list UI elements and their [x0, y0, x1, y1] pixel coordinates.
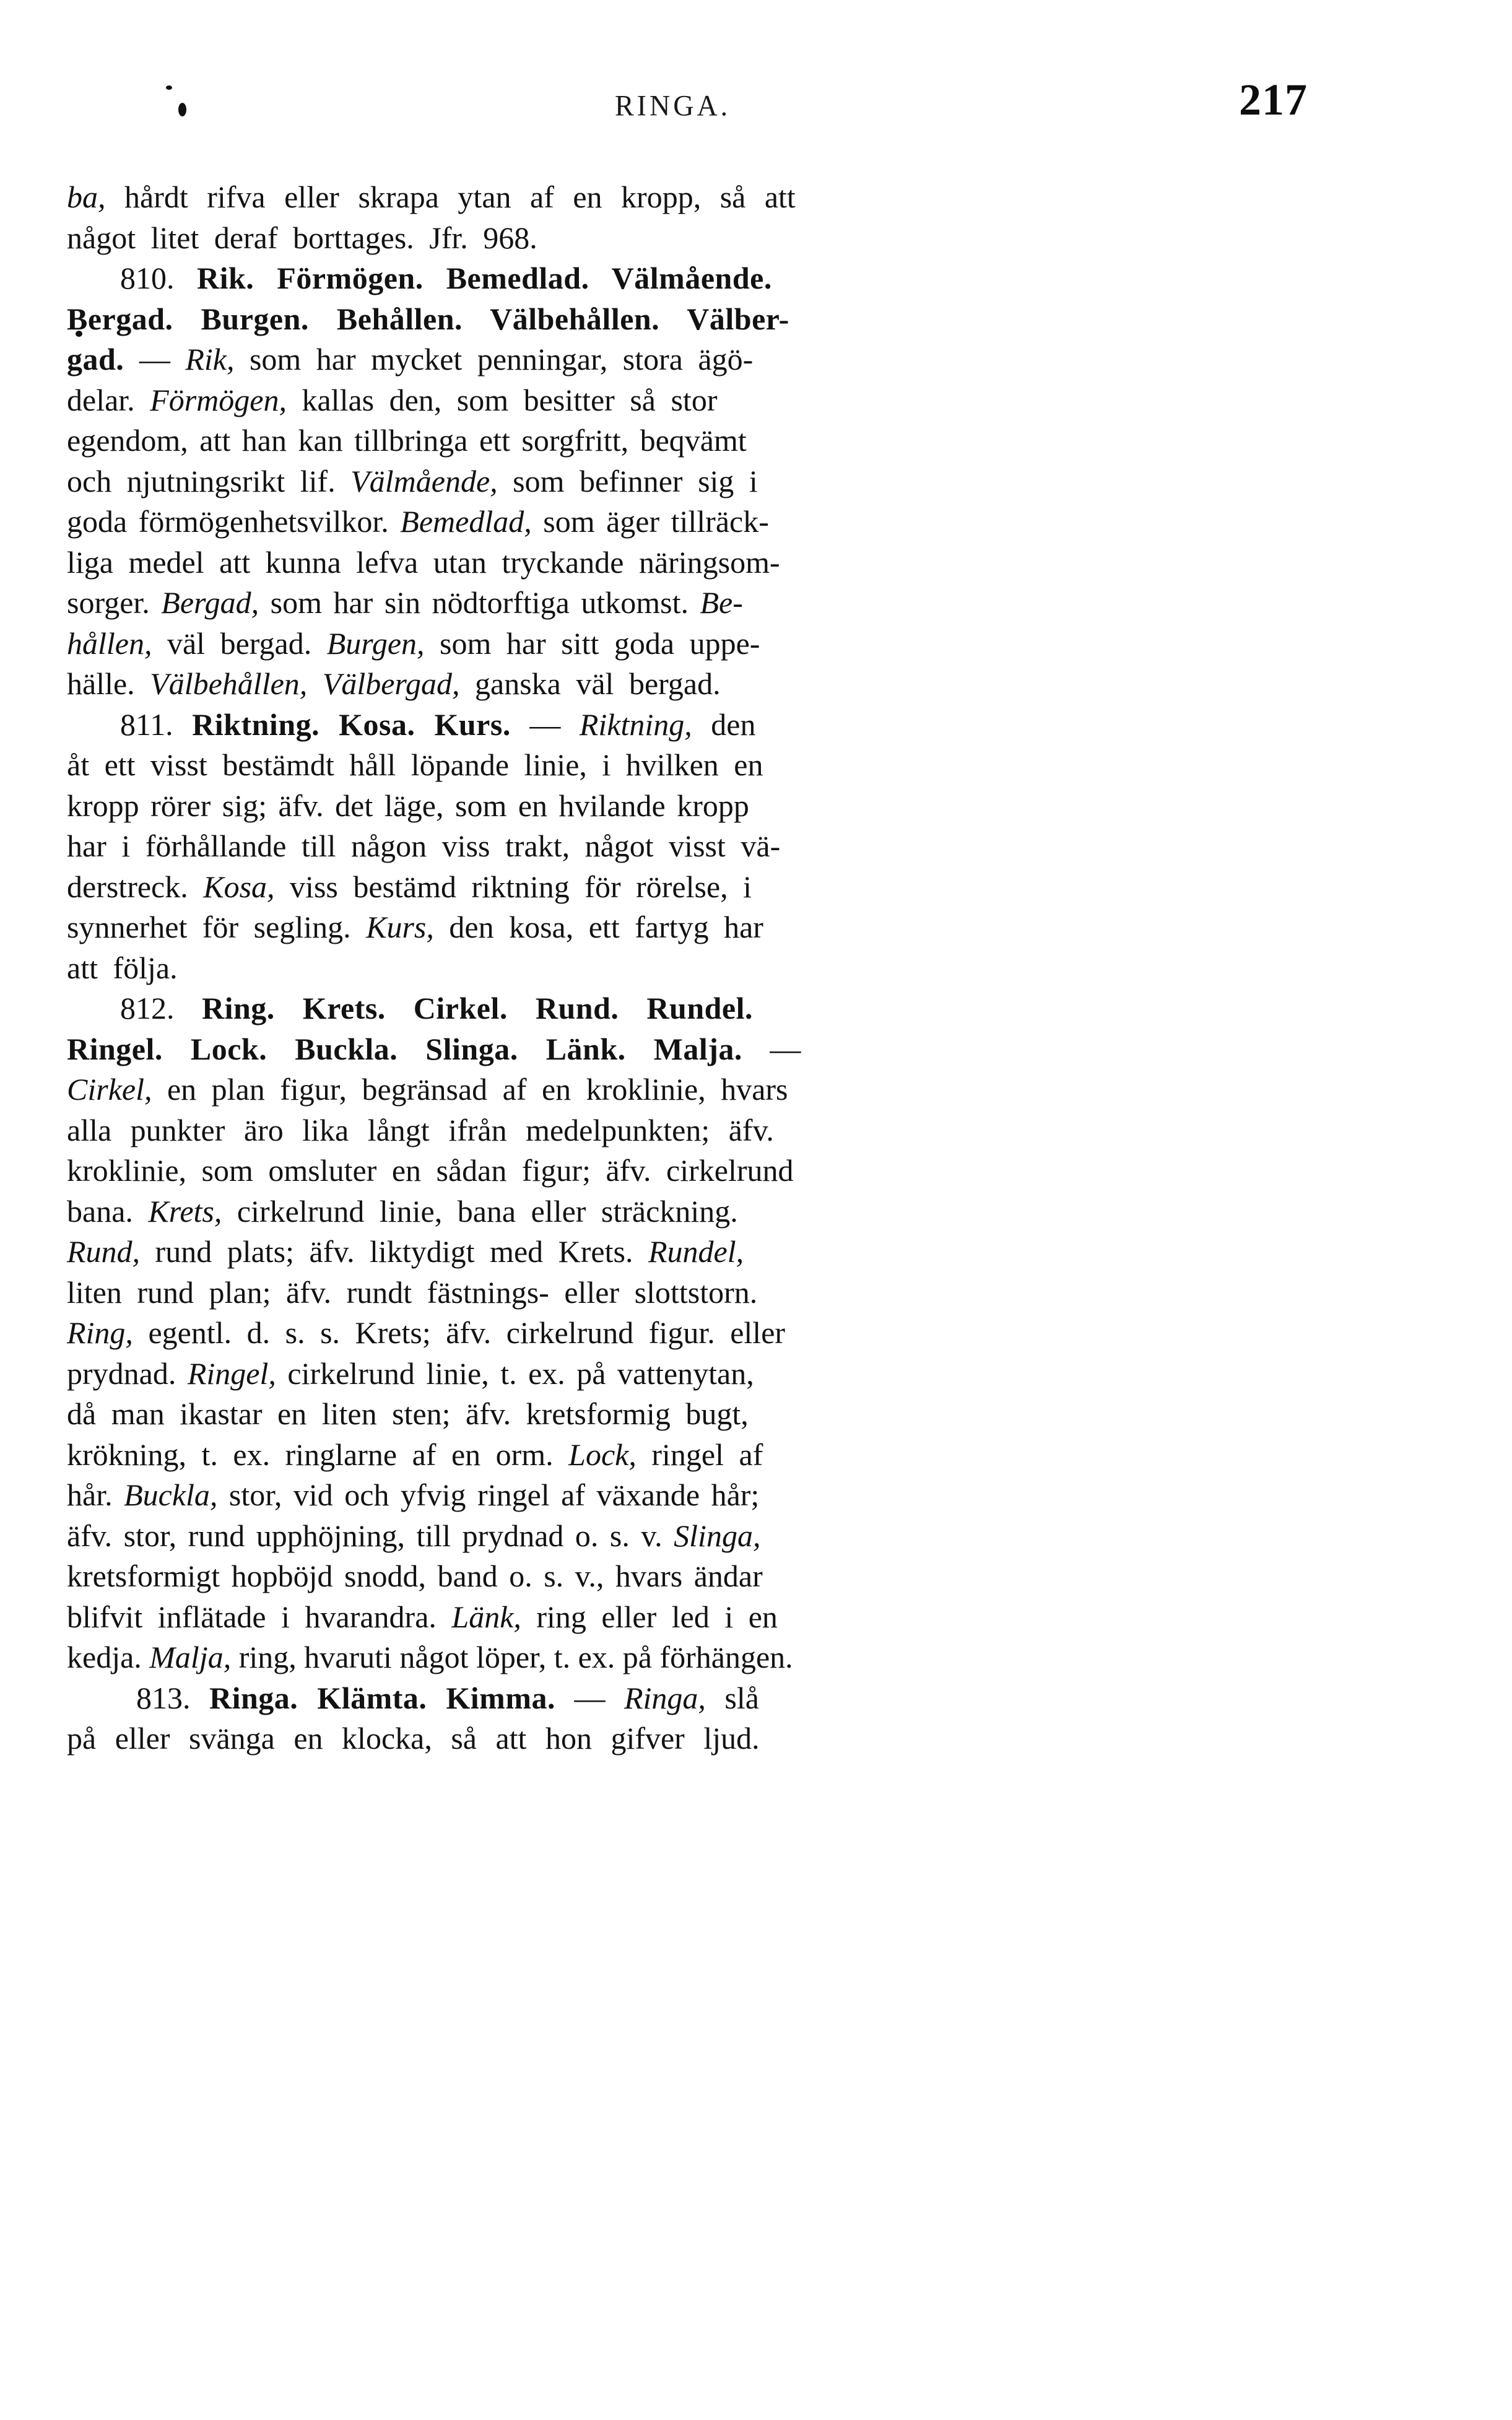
text-line: [67, 420, 1311, 461]
text-line: [67, 542, 1311, 583]
text-line: [67, 177, 1311, 218]
text-run: kropp rörer sig; äfv. det läge, som en hvilande kropp: [67, 788, 749, 823]
page-number: 217: [1239, 75, 1308, 124]
text-line: [67, 299, 1311, 340]
text-line: [67, 1678, 1311, 1719]
headword-bold: Bergad. Burgen. Behållen. Välbehållen. Välber-: [67, 301, 789, 336]
headword-italic: Ringel,: [187, 1356, 276, 1391]
text-run: 810.: [120, 261, 197, 295]
text-line: [67, 1151, 1311, 1191]
headword-italic: Rik,: [185, 342, 235, 376]
headword-italic: Cirkel,: [67, 1072, 152, 1107]
text-line: [67, 583, 1311, 624]
text-line: [67, 1273, 1311, 1313]
text-run: ring, hvaruti något löper, t. ex. på förhängen.: [231, 1640, 793, 1674]
text-run: —: [124, 342, 186, 376]
text-line: [67, 461, 1311, 502]
text-run: goda förmögenhetsvilkor.: [67, 504, 401, 539]
text-line: [67, 907, 1311, 948]
headword-italic: Lock,: [568, 1437, 637, 1472]
headword-italic: Kurs,: [366, 910, 434, 944]
text-line: [67, 826, 1311, 867]
text-run: kallas den, som besitter så stor: [286, 382, 718, 417]
headword-bold: Ringa. Klämta. Kimma.: [209, 1680, 555, 1715]
text-run: som äger tillräck-: [531, 504, 769, 539]
headword-italic: Bergad,: [161, 585, 259, 620]
text-run: att följa.: [67, 950, 178, 985]
headword-bold: Riktning. Kosa. Kurs.: [192, 707, 511, 742]
running-head-title: RINGA.: [615, 89, 731, 123]
text-run: äfv. stor, rund upphöjning, till prydnad o. s. v.: [67, 1518, 674, 1553]
text-line: [67, 705, 1311, 746]
text-run: prydnad.: [67, 1356, 188, 1391]
headword-italic: Välbehållen, Välbergad,: [150, 666, 460, 701]
text-run: sorger.: [67, 585, 162, 620]
text-run: 813.: [136, 1680, 209, 1715]
headword-italic: Slinga,: [674, 1518, 761, 1553]
text-run: liga medel att kunna lefva utan tryckande näringsom-: [67, 544, 780, 580]
text-run: viss bestämd riktning för rörelse, i: [274, 869, 752, 904]
headword-italic: Bemedlad,: [400, 504, 532, 539]
text-run: stor, vid och yfvig ringel af växande hår;: [217, 1478, 760, 1512]
headword-bold: Ring. Krets. Cirkel. Rund. Rundel.: [202, 991, 754, 1025]
text-line: [67, 1110, 1311, 1151]
text-line: [67, 1435, 1311, 1476]
text-line: [67, 948, 1311, 989]
text-run: som har mycket penningar, stora ägö-: [234, 342, 754, 376]
headword-italic: Riktning,: [579, 707, 692, 742]
text-line: [67, 664, 1311, 705]
text-run: kretsformigt hopböjd snodd, band o. s. v., hvars ändar: [67, 1559, 763, 1593]
text-line: [67, 1069, 1311, 1110]
headword-italic: Kosa,: [203, 869, 275, 904]
headword-italic: Ring,: [67, 1315, 133, 1350]
text-run: egendom, att han kan tillbringa ett sorgfritt, beqvämt: [67, 423, 747, 458]
text-run: något litet deraf borttages. Jfr. 968.: [67, 220, 537, 255]
headword-italic: Burgen,: [326, 625, 425, 661]
text-run: och njutningsrikt lif.: [67, 463, 351, 498]
text-run: cirkelrund linie, bana eller sträckning.: [222, 1193, 738, 1229]
text-run: —: [555, 1680, 624, 1715]
headword-italic: Malja,: [149, 1640, 232, 1674]
text-line: [67, 988, 1311, 1029]
text-run: rund plats; äfv. liktydigt med Krets.: [140, 1234, 648, 1269]
headword-italic: Krets,: [148, 1193, 222, 1229]
text-line: [67, 1191, 1311, 1232]
text-line: [67, 339, 1311, 380]
body-text: [67, 177, 1311, 1759]
text-run: hårdt rifva eller skrapa ytan af en kropp, så att: [105, 180, 796, 214]
text-run: cirkelrund linie, t. ex. på vattenytan,: [276, 1356, 754, 1391]
text-line: [67, 1394, 1311, 1435]
text-run: —: [742, 1031, 801, 1066]
text-run: blifvit inflätade i hvarandra.: [67, 1599, 452, 1634]
text-run: alla punkter äro lika långt ifrån medelpunkten; äfv.: [67, 1112, 774, 1147]
text-line: [67, 867, 1311, 908]
text-run: då man ikastar en liten sten; äfv. kretsformig bugt,: [67, 1396, 749, 1431]
headword-italic: Buckla,: [124, 1478, 218, 1512]
headword-italic: Rundel,: [648, 1234, 744, 1269]
text-run: slå: [705, 1680, 759, 1715]
text-line: [67, 1354, 1311, 1395]
text-line: [67, 218, 1311, 259]
text-line: [67, 1475, 1311, 1516]
text-run: 812.: [120, 991, 202, 1025]
headword-italic: Be-: [700, 585, 743, 620]
text-line: [67, 1516, 1311, 1557]
headword-italic: hållen,: [67, 625, 152, 661]
running-head: [67, 74, 1311, 149]
text-run: en plan figur, begränsad af en kroklinie, hvars: [152, 1072, 788, 1107]
text-run: ganska väl bergad.: [459, 666, 721, 701]
text-run: på eller svänga en klocka, så att hon gifver ljud.: [67, 1721, 760, 1756]
text-run: den kosa, ett fartyg har: [433, 910, 763, 944]
text-run: väl bergad.: [152, 625, 327, 661]
text-line: [67, 624, 1311, 664]
text-run: som befinner sig i: [497, 463, 758, 498]
text-run: bana.: [67, 1193, 149, 1229]
text-run: delar.: [67, 382, 150, 417]
text-run: synnerhet för segling.: [67, 910, 367, 944]
text-run: ringel af: [636, 1437, 763, 1472]
headword-italic: Förmögen,: [150, 382, 287, 417]
text-run: kedja.: [67, 1640, 150, 1674]
text-line: [67, 786, 1311, 827]
text-line: [67, 745, 1311, 786]
headword-bold: gad.: [67, 342, 124, 376]
text-line: [67, 1232, 1311, 1273]
text-run: som har sitt goda uppe-: [424, 625, 760, 661]
text-run: hälle.: [67, 666, 150, 701]
text-line: [67, 502, 1311, 542]
text-line: [67, 1313, 1311, 1354]
headword-italic: Länk,: [451, 1599, 521, 1634]
text-run: har i förhållande till någon viss trakt, något visst vä-: [67, 829, 781, 863]
headword-italic: Välmående,: [350, 463, 498, 498]
text-run: hår.: [67, 1478, 124, 1512]
text-run: 811.: [120, 707, 193, 742]
text-run: liten rund plan; äfv. rundt fästnings- eller slottstorn.: [67, 1274, 758, 1310]
headword-italic: Rund,: [67, 1234, 141, 1269]
text-run: ring eller led i en: [521, 1599, 778, 1634]
text-run: egentl. d. s. s. Krets; äfv. cirkelrund figur. eller: [133, 1315, 786, 1350]
text-run: krökning, t. ex. ringlarne af en orm.: [67, 1437, 569, 1472]
text-run: —: [510, 707, 580, 742]
headword-italic: Ringa,: [623, 1680, 706, 1715]
text-run: som har sin nödtorftiga utkomst.: [259, 585, 700, 620]
headword-bold: Ringel. Lock. Buckla. Slinga. Länk. Malja.: [67, 1031, 742, 1066]
text-line: [67, 1029, 1311, 1070]
headword-italic: ba,: [67, 180, 106, 214]
text-run: derstreck.: [67, 869, 204, 904]
text-line: [67, 380, 1311, 421]
text-line: [67, 1637, 1311, 1678]
text-run: åt ett visst bestämdt håll löpande linie, i hvilken en: [67, 747, 763, 782]
text-run: kroklinie, som omsluter en sådan figur; äfv. cirkelrund: [67, 1153, 794, 1188]
text-line: [67, 1718, 1311, 1759]
text-line: [67, 258, 1311, 299]
headword-bold: Rik. Förmögen. Bemedlad. Välmående.: [197, 261, 772, 295]
text-run: den: [692, 707, 756, 742]
text-line: [67, 1597, 1311, 1638]
text-line: [67, 1556, 1311, 1597]
text-block: [67, 74, 1311, 1756]
